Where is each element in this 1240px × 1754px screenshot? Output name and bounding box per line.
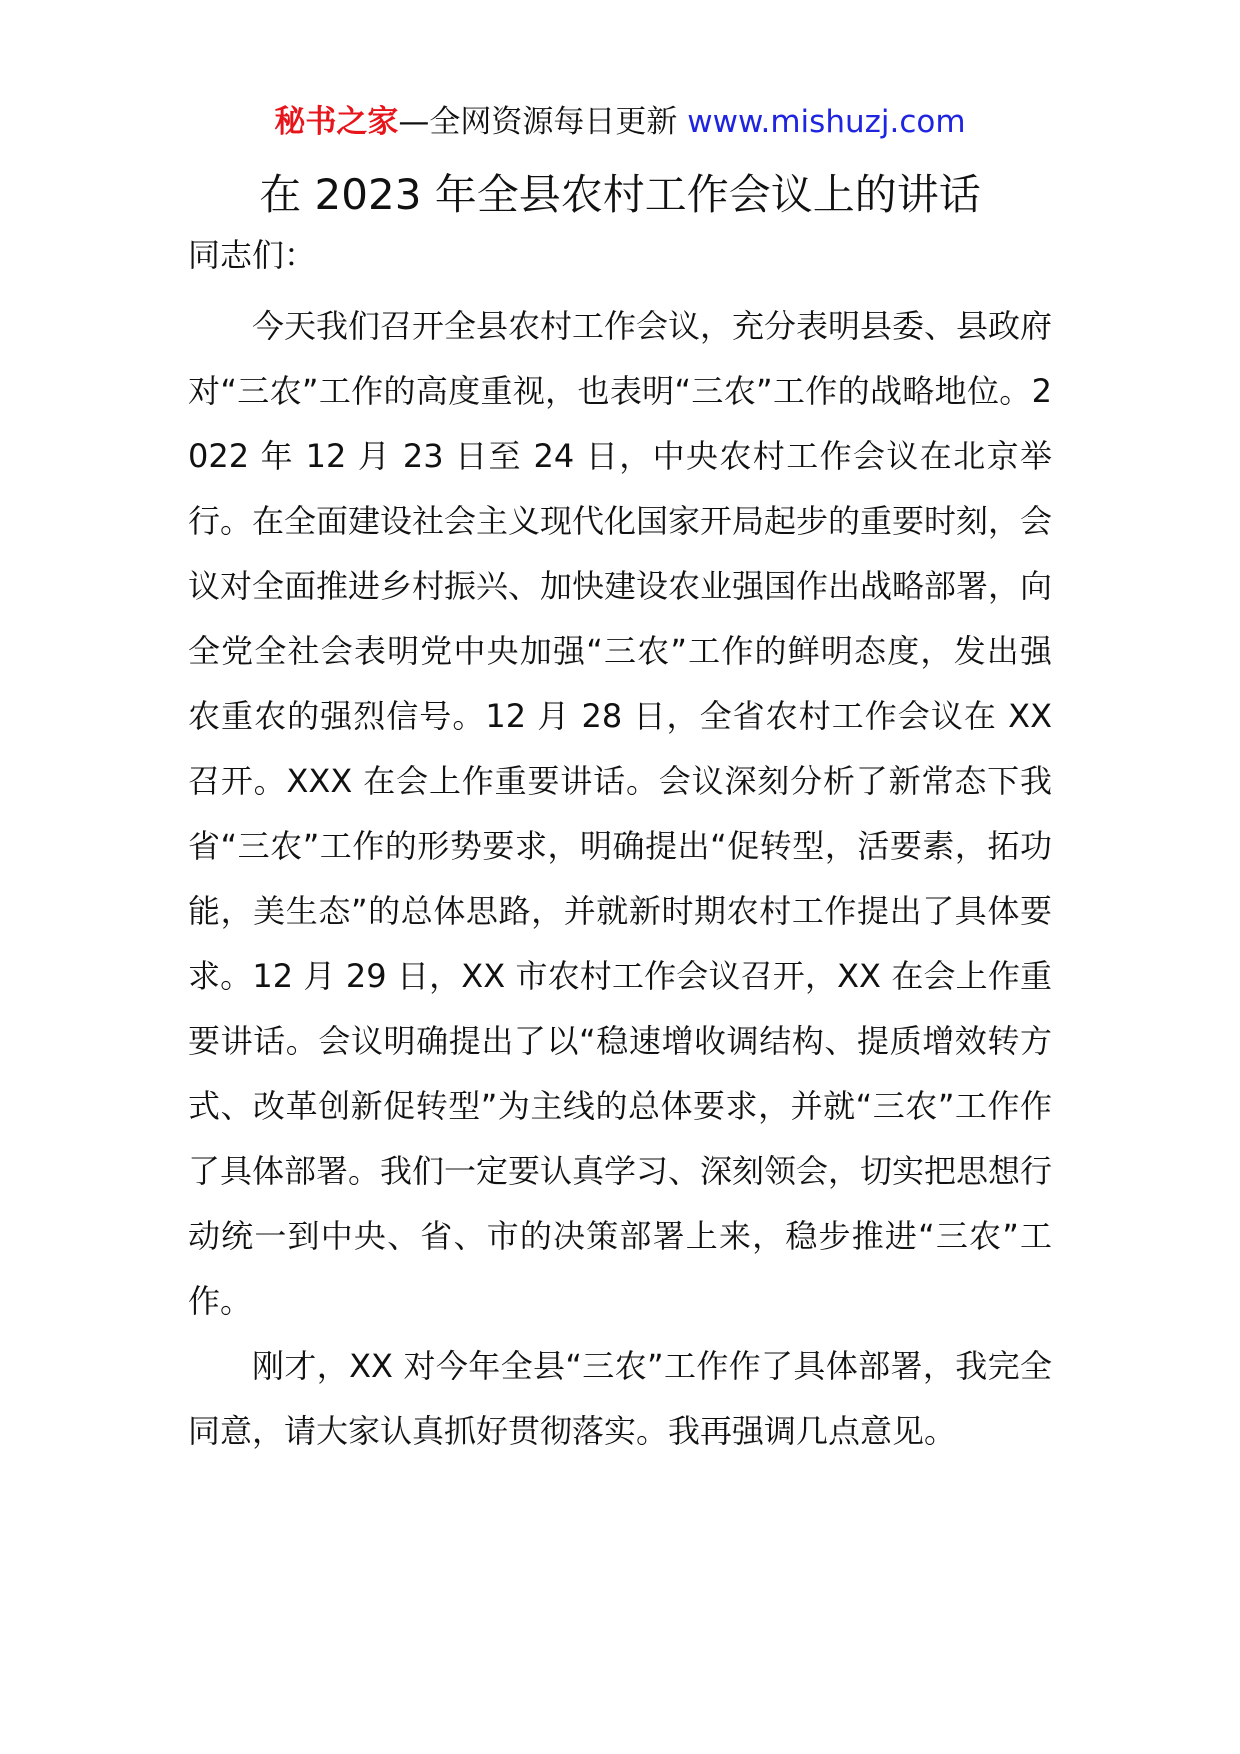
site-url-link[interactable]: www.mishuzj.com xyxy=(687,104,966,140)
document-body xyxy=(188,294,1052,1464)
site-tagline: —全网资源每日更新 xyxy=(398,104,688,140)
site-header-banner xyxy=(0,100,1240,144)
paragraph: 今天我们召开全县农村工作会议，充分表明县委、县政府对“三农”工作的高度重视，也表明“三农”工作的战略地位。2022 年 12 月 23 日至 24 日，中央农村工作会议在北京举行。在全面建设社会主义现代化国家开局起步的重要时刻，会议对全面推进乡村振兴、加快建设农业强国作出战略部署，向全党全社会表明党中央加强“三农”工作的鲜明态度，发出强农重农的强烈信号。12 月 28 日，全省农村工作会议在 XX 召开。XXX 在会上作重要讲话。会议深刻分析了新常态下我省“三农”工作的形势要求，明确提出“促转型，活要素，拓功能，美生态”的总体思路，并就新时期农村工作提出了具体要求。12 月 29 日，XX 市农村工作会议召开，XX 在会上作重要讲话。会议明确提出了以“稳速增收调结构、提质增效转方式、改革创新促转型”为主线的总体要求，并就“三农”工作作了具体部署。我们一定要认真学习、深刻领会，切实把思想行动统一到中央、省、市的决策部署上来，稳步推进“三农”工作。 xyxy=(188,307,1053,1320)
document-title: 在 2023 年全县农村工作会议上的讲话 xyxy=(259,170,981,219)
paragraph: 刚才，XX 对今年全县“三农”工作作了具体部署，我完全同意，请大家认真抓好贯彻落实。我再强调几点意见。 xyxy=(188,1347,1052,1450)
salutation: 同志们： xyxy=(188,236,317,274)
site-name: 秘书之家 xyxy=(274,104,399,140)
